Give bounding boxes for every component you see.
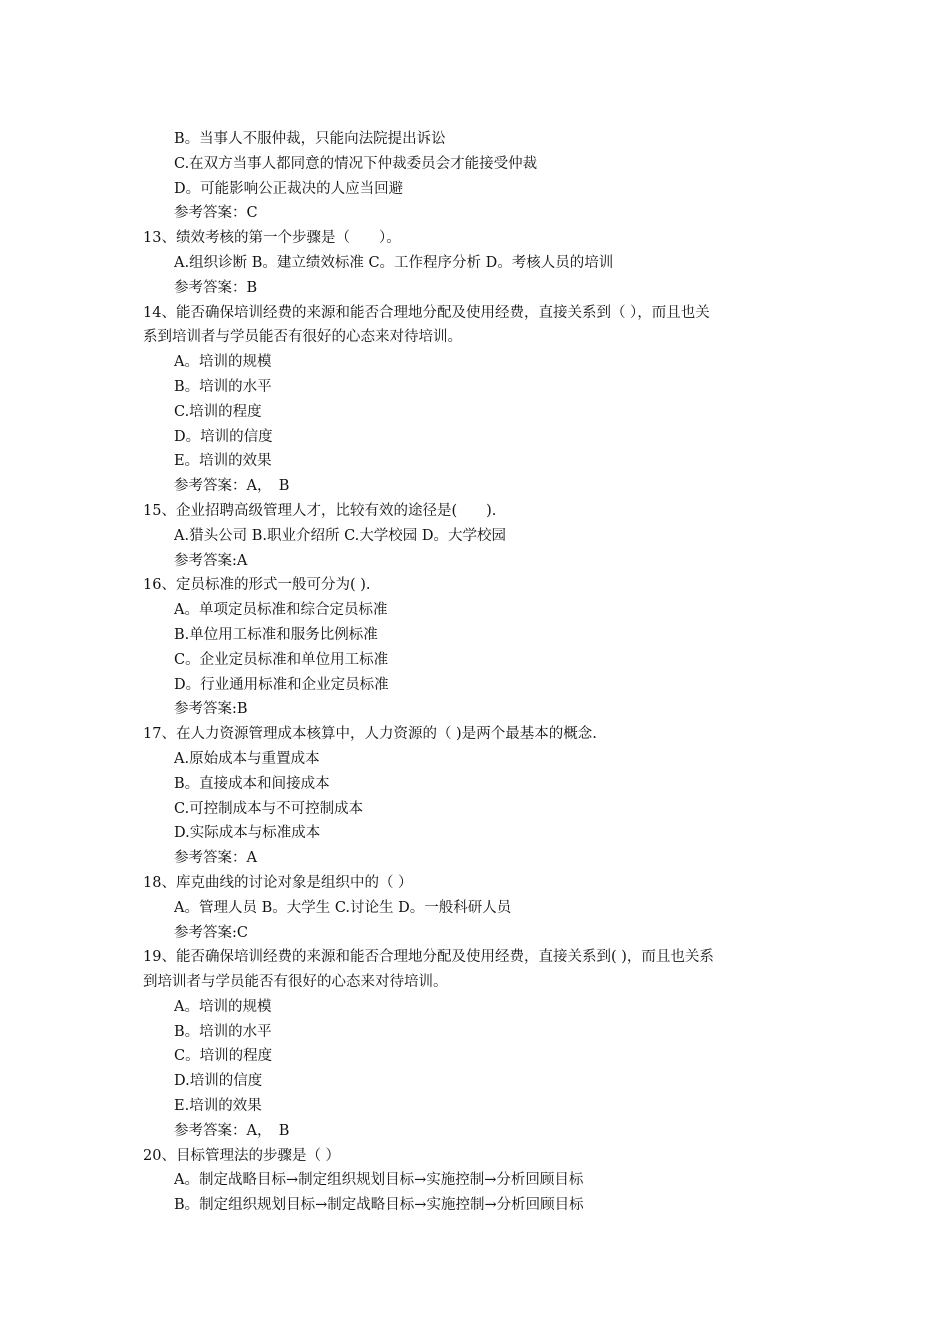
option-line: A。培训的规模 — [174, 998, 272, 1015]
answer-line: 参考答案：A — [174, 850, 257, 867]
answer-line: 参考答案:A — [174, 552, 248, 569]
answer-line: 参考答案：A， B — [174, 478, 290, 495]
answer-line: 参考答案：C — [174, 205, 258, 222]
question-line: 19、能否确保培训经费的来源和能否合理地分配及使用经费，直接关系到( )，而且也关系 — [143, 949, 714, 966]
answer-line: 参考答案：A， B — [174, 1122, 290, 1139]
option-line: C.在双方当事人都同意的情况下仲裁委员会才能接受仲裁 — [174, 155, 538, 172]
option-line: D.实际成本与标准成本 — [174, 825, 321, 842]
option-line: C。企业定员标准和单位用工标准 — [174, 651, 389, 668]
option-line: A.组织诊断 B。建立绩效标准 C。工作程序分析 D。考核人员的培训 — [174, 254, 614, 271]
question-line: 到培训者与学员能否有很好的心态来对待培训。 — [143, 974, 448, 991]
question-line: 15、企业招聘高级管理人才，比较有效的途径是( ). — [143, 502, 497, 519]
question-line: 16、定员标准的形式一般可分为( ). — [143, 577, 371, 594]
option-line: A。培训的规模 — [174, 354, 272, 371]
question-line: 17、在人力资源管理成本核算中，人力资源的（ )是两个最基本的概念. — [143, 726, 597, 743]
document-content — [143, 127, 818, 1218]
option-line: B.单位用工标准和服务比例标准 — [174, 626, 378, 643]
option-line: E.培训的效果 — [174, 1098, 262, 1115]
question-line: 13、绩效考核的第一个步骤是（ ）。 — [143, 230, 401, 247]
option-line: A.原始成本与重置成本 — [174, 750, 320, 767]
option-line: C。培训的程度 — [174, 1048, 273, 1065]
option-line: A。制定战略目标→制定组织规划目标→实施控制→分析回顾目标 — [174, 1172, 584, 1189]
option-line: A.猎头公司 B.职业介绍所 C.大学校园 D。大学校园 — [174, 527, 506, 544]
option-line: B。培训的水平 — [174, 378, 272, 395]
option-line: A。管理人员 B。大学生 C.讨论生 D。一般科研人员 — [174, 899, 512, 916]
option-line: D。可能影响公正裁决的人应当回避 — [174, 180, 404, 197]
option-line: C.培训的程度 — [174, 403, 262, 420]
question-line: 14、能否确保培训经费的来源和能否合理地分配及使用经费，直接关系到（ ），而且也关 — [143, 304, 710, 321]
option-line: B。制定组织规划目标→制定战略目标→实施控制→分析回顾目标 — [174, 1197, 584, 1214]
option-line: D。行业通用标准和企业定员标准 — [174, 676, 389, 693]
option-line: D。培训的信度 — [174, 428, 273, 445]
answer-line: 参考答案:B — [174, 701, 248, 718]
question-line: 18、库克曲线的讨论对象是组织中的（ ） — [143, 874, 413, 891]
option-line: B。当事人不服仲裁，只能向法院提出诉讼 — [174, 131, 446, 147]
answer-line: 参考答案：B — [174, 279, 258, 296]
question-line: 20、目标管理法的步骤是（ ） — [143, 1147, 341, 1164]
option-line: C.可控制成本与不可控制成本 — [174, 800, 364, 817]
answer-line: 参考答案:C — [174, 924, 248, 941]
option-line: E。培训的效果 — [174, 453, 272, 470]
option-line: B。培训的水平 — [174, 1023, 272, 1040]
option-line: A。单项定员标准和综合定员标准 — [174, 602, 388, 619]
question-line: 系到培训者与学员能否有很好的心态来对待培训。 — [143, 329, 462, 346]
option-line: B。直接成本和间接成本 — [174, 775, 330, 792]
option-line: D.培训的信度 — [174, 1073, 263, 1090]
